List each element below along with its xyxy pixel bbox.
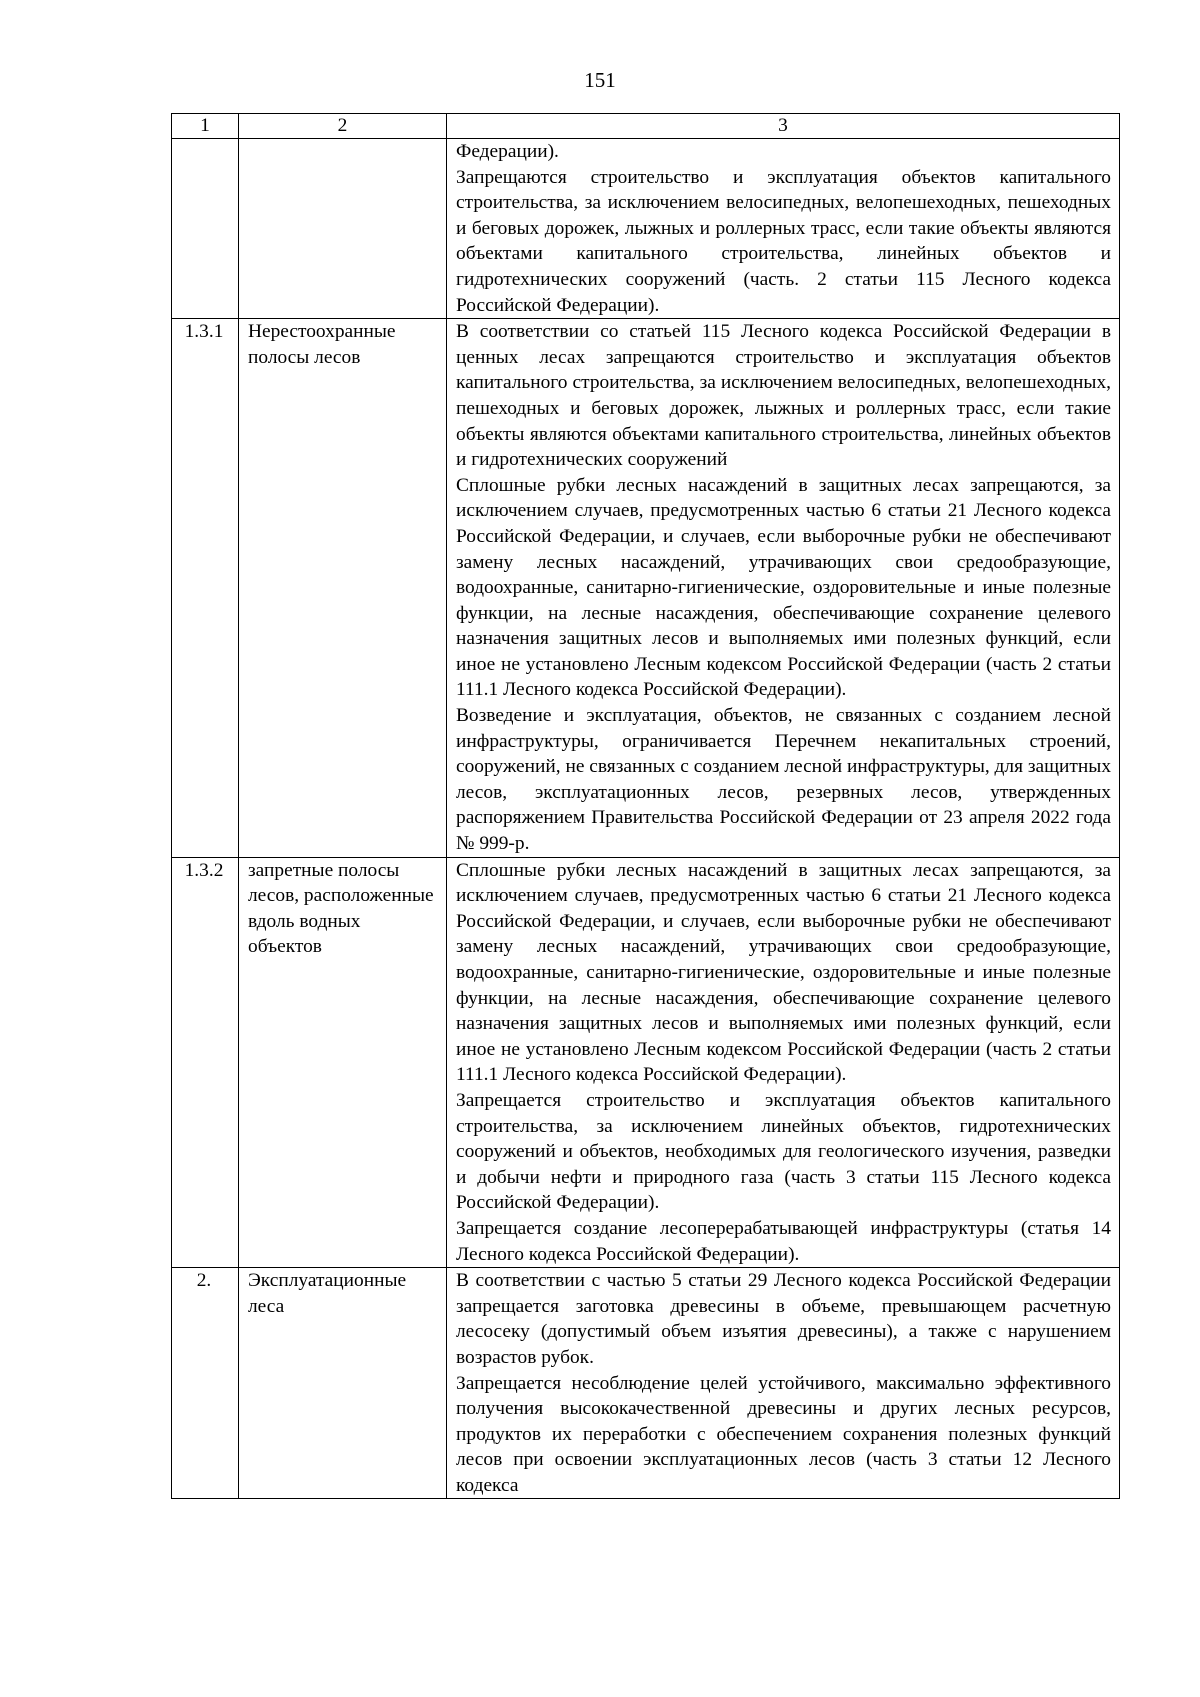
paragraph: Запрещается создание лесоперерабатывающей инфраструктуры (статья 14 Лесного кодекса Российской Федерации). xyxy=(456,1217,1111,1265)
row-category: Эксплуатационные леса xyxy=(239,1268,447,1499)
paragraph: Сплошные рубки лесных насаждений в защитных лесах запрещаются, за исключением случаев, предусмотренных частью 6 статьи 21 Лесного кодекса Российской Федерации, и случаев, если выборочные рубки не обеспечивают замену лесных насаждений, утрачивающих свои средообразующие, водоохранные, санитарно-гигиенические, оздоровительные и иные полезные функции, на лесные насаждения, обеспечивающие сохранение целевого назначения защитных лесов и выполняемых ими полезных функций, если иное не установлено Лесным кодексом Российской Федерации (часть 2 статьи 111.1 Лесного кодекса Российской Федерации). xyxy=(456,474,1111,701)
restrictions-table xyxy=(171,113,1120,1499)
paragraph: Запрещается несоблюдение целей устойчивого, максимально эффективного получения высококачественной древесины и других лесных ресурсов, продуктов их переработки с обеспечением сохранения полезных функций лесов при освоении эксплуатационных лесов (часть 3 статьи 12 Лесного кодекса xyxy=(456,1372,1111,1496)
table-row-1-3-1 xyxy=(172,319,1120,857)
paragraph: В соответствии со статьей 115 Лесного кодекса Российской Федерации в ценных лесах запрещаются строительство и эксплуатация объектов капитального строительства, за исключением велосипедных, велопешеходных, пешеходных и беговых дорожек, лыжных и роллерных трасс, если такие объекты являются объектами капитального строительства, линейных объектов и гидротехнических сооружений xyxy=(456,321,1111,471)
header-cell-2: 2 xyxy=(239,114,447,139)
row-text xyxy=(447,319,1120,857)
table-row-continuation xyxy=(172,139,1120,319)
row-number: 2. xyxy=(172,1268,239,1499)
row-category: Нерестоохранные полосы лесов xyxy=(239,319,447,857)
row-number: 1.3.2 xyxy=(172,857,239,1268)
paragraph: Запрещаются строительство и эксплуатация объектов капитального строительства, за исключением велосипедных, велопешеходных, пешеходных и беговых дорожек, лыжных и роллерных трасс, если такие объекты являются объектами капитального строительства, линейных объектов и гидротехнических сооружений (часть. 2 статьи 115 Лесного кодекса Российской Федерации). xyxy=(456,166,1111,316)
row-text xyxy=(447,139,1120,319)
paragraph: Возведение и эксплуатация, объектов, не связанных с созданием лесной инфраструктуры, ограничивается Перечнем некапитальных строений, сооружений, не связанных с созданием лесной инфраструктуры, для защитных лесов, эксплуатационных лесов, резервных лесов, утвержденных распоряжением Правительства Российской Федерации от 23 апреля 2022 года № 999-р. xyxy=(456,705,1112,855)
row-number xyxy=(172,139,239,319)
header-cell-3: 3 xyxy=(447,114,1120,139)
table-header-row xyxy=(172,114,1120,139)
table-row-1-3-2 xyxy=(172,857,1120,1268)
paragraph: Федерации). xyxy=(456,141,559,162)
paragraph: Сплошные рубки лесных насаждений в защитных лесах запрещаются, за исключением случаев, предусмотренных частью 6 статьи 21 Лесного кодекса Российской Федерации, и случаев, если выборочные рубки не обеспечивают замену лесных насаждений, утрачивающих свои средообразующие, водоохранные, санитарно-гигиенические, оздоровительные и иные полезные функции, на лесные насаждения, обеспечивающие сохранение целевого назначения защитных лесов и выполняемых ими полезных функций, если иное не установлено Лесным кодексом Российской Федерации (часть 2 статьи 111.1 Лесного кодекса Российской Федерации). xyxy=(456,859,1111,1086)
page-number: 151 xyxy=(584,68,616,92)
table-row-2 xyxy=(172,1268,1120,1499)
paragraph: В соответствии с частью 5 статьи 29 Лесного кодекса Российской Федерации запрещается заготовка древесины в объеме, превышающем расчетную лесосеку (допустимый объем изъятия древесины), а также с нарушением возрастов рубок. xyxy=(456,1270,1111,1368)
row-text xyxy=(447,857,1120,1268)
row-number: 1.3.1 xyxy=(172,319,239,857)
row-text xyxy=(447,1268,1120,1499)
row-category: запретные полосы лесов, расположенные вдоль водных объектов xyxy=(239,857,447,1268)
row-category xyxy=(239,139,447,319)
paragraph: Запрещается строительство и эксплуатация объектов капитального строительства, за исключением линейных объектов, гидротехнических сооружений и объектов, необходимых для геологического изучения, разведки и добычи нефти и природного газа (часть 3 статьи 115 Лесного кодекса Российской Федерации). xyxy=(456,1089,1111,1214)
header-cell-1: 1 xyxy=(172,114,239,139)
